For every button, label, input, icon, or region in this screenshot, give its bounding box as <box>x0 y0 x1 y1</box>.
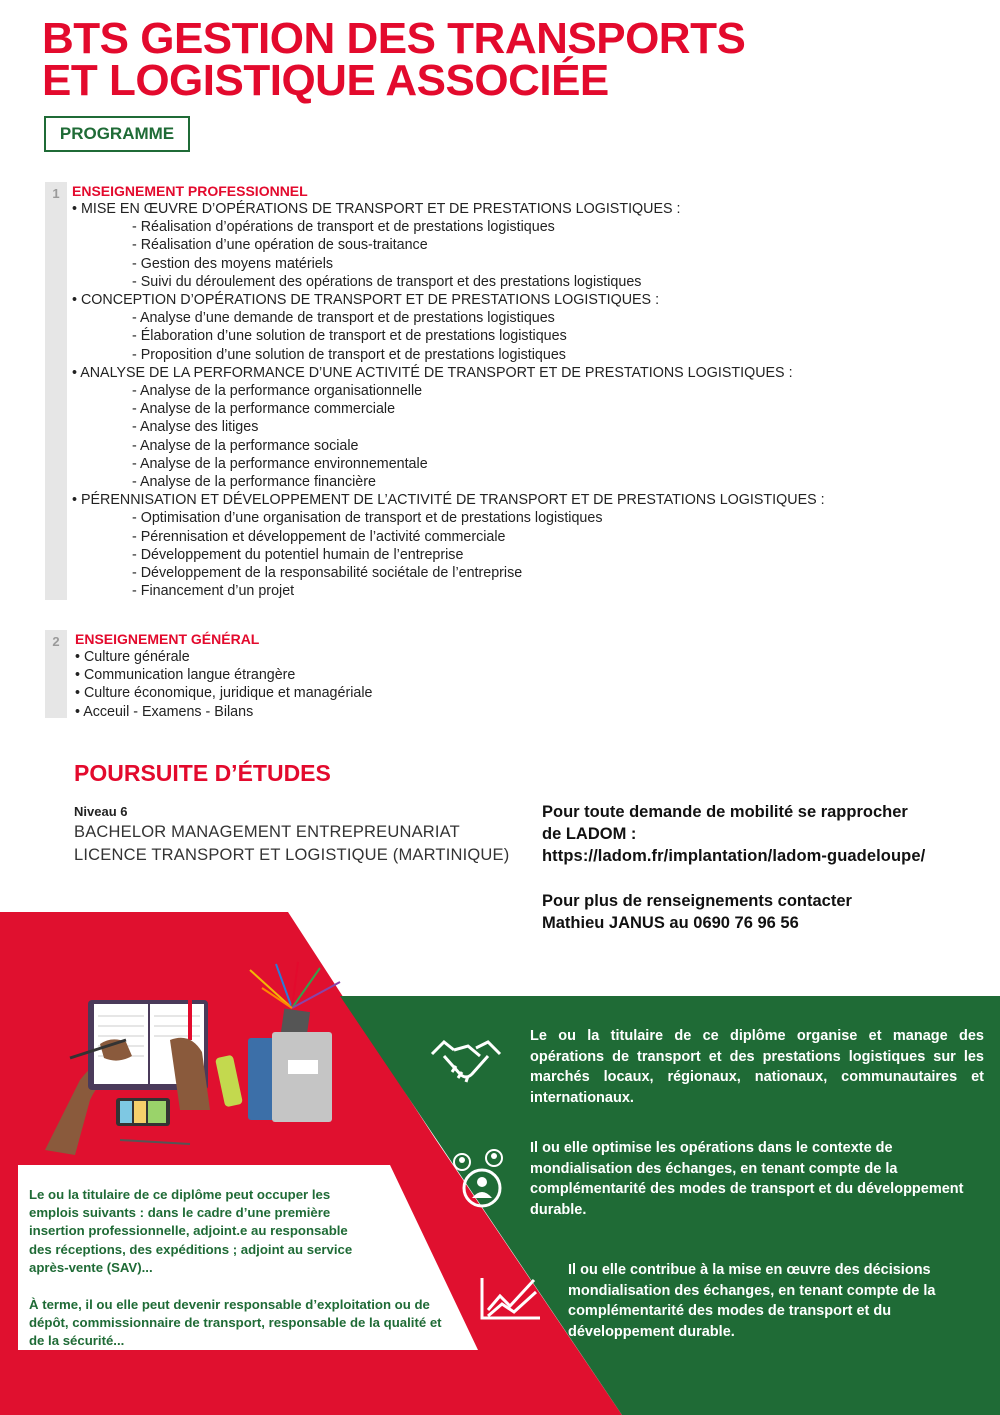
contact-line: de LADOM : <box>542 825 637 843</box>
sub-item: - Développement du potentiel humain de l’entreprise <box>132 546 464 563</box>
green-text-2: Il ou elle optimise les opérations dans le contexte de mondialisation des échanges, en tenant compte de la complémentarité des modes de transport et du développement durable. <box>530 1140 964 1218</box>
sub-item: - Analyse de la performance financière <box>132 474 376 491</box>
contact-line: Pour toute demande de mobilité se rapprocher <box>542 803 908 821</box>
sub-item: - Analyse de la performance organisationnelle <box>132 383 423 400</box>
general-list <box>75 648 675 721</box>
section-number-1: 1 <box>45 182 67 600</box>
section-number-2: 2 <box>45 630 67 718</box>
people-network-icon <box>450 1148 514 1212</box>
handshake-icon <box>430 1032 502 1092</box>
career-description: À terme, il ou elle peut devenir responsable d’exploitation ou de dépôt, commissionnaire de transport, responsable de la qualité et de la sécurité... <box>29 1297 442 1349</box>
sub-item: - Élaboration d’une solution de transport et de prestations logistiques <box>132 328 567 345</box>
sub-item: - Suivi du déroulement des opérations de transport et des prestations logistiques <box>132 273 642 290</box>
contact-info <box>542 890 852 934</box>
green-text-3: Il ou elle contribue à la mise en œuvre des décisions mondialisation des échanges, en tenant compte de la complémentarité des modes de transport et du développement durable. <box>568 1262 936 1340</box>
programme-badge: PROGRAMME <box>44 116 190 152</box>
sub-item: - Proposition d’une solution de transport et de prestations logistiques <box>132 346 566 363</box>
green-text-1: Le ou la titulaire de ce diplôme organise et manage des opérations de transport et des prestations logistiques sur les marchés locaux, régionaux, nationaux, communautaires et internationaux. <box>530 1028 984 1106</box>
jobs-description: Le ou la titulaire de ce diplôme peut occuper les emplois suivants : dans le cadre d’une première insertion professionnelle, adjoint.e au responsable des réceptions, des expéditions ; adjoint au service après-vente (SAV)... <box>29 1187 353 1275</box>
section-heading: ENSEIGNEMENT PROFESSIONNEL <box>72 183 308 199</box>
growth-chart-icon <box>478 1276 542 1322</box>
list-item: • Acceuil - Examens - Bilans <box>75 703 254 720</box>
pursuit-heading: POURSUITE D’ÉTUDES <box>74 760 331 786</box>
list-item: • Culture économique, juridique et managériale <box>75 685 373 702</box>
contact-line: Pour plus de renseignements contacter <box>542 892 852 910</box>
sub-item: - Analyse des litiges <box>132 419 259 436</box>
sub-item: - Pérennisation et développement de l’activité commerciale <box>132 528 506 545</box>
page-title: BTS GESTION DES TRANSPORTS ET LOGISTIQUE ASSOCIÉE <box>42 14 746 105</box>
contact-mobility <box>542 801 925 867</box>
sub-item: - Analyse de la performance commerciale <box>132 401 396 418</box>
list-item: • ANALYSE DE LA PERFORMANCE D’UNE ACTIVITÉ DE TRANSPORT ET DE PRESTATIONS LOGISTIQUES : <box>72 364 793 381</box>
section-heading: ENSEIGNEMENT GÉNÉRAL <box>75 631 260 647</box>
sub-item: - Analyse d’une demande de transport et de prestations logistiques <box>132 310 555 327</box>
list-item: • CONCEPTION D’OPÉRATIONS DE TRANSPORT ET DE PRESTATIONS LOGISTIQUES : <box>72 292 660 309</box>
ladom-link[interactable]: https://ladom.fr/implantation/ladom-guadeloupe/ <box>542 847 926 865</box>
list-item: • MISE EN ŒUVRE D’OPÉRATIONS DE TRANSPORT ET DE PRESTATIONS LOGISTIQUES : <box>72 201 681 217</box>
sub-item: - Développement de la responsabilité sociétale de l’entreprise <box>132 565 523 582</box>
list-item: • Culture générale <box>75 649 190 665</box>
sub-item: - Réalisation d’une opération de sous-traitance <box>132 237 428 254</box>
degree-licence: LICENCE TRANSPORT ET LOGISTIQUE (MARTINIQUE) <box>74 846 510 864</box>
sub-item: - Financement d’un projet <box>132 583 295 600</box>
desk-illustration <box>40 960 370 1160</box>
sub-item: - Gestion des moyens matériels <box>132 255 334 272</box>
sub-item: - Analyse de la performance environnementale <box>132 455 428 472</box>
list-item: • PÉRENNISATION ET DÉVELOPPEMENT DE L’ACTIVITÉ DE TRANSPORT ET DE PRESTATIONS LOGISTIQUES : <box>72 492 825 509</box>
section-professional <box>72 182 832 600</box>
professional-list <box>72 200 832 600</box>
section-general <box>75 630 675 721</box>
sub-item: - Optimisation d’une organisation de transport et de prestations logistiques <box>132 510 603 527</box>
sub-item: - Réalisation d’opérations de transport et de prestations logistiques <box>132 219 555 236</box>
list-item: • Communication langue étrangère <box>75 667 296 684</box>
contact-phone: Mathieu JANUS au 0690 76 96 56 <box>542 914 799 932</box>
level-label: Niveau 6 <box>74 804 128 819</box>
degree-bachelor: BACHELOR MANAGEMENT ENTREPREUNARIAT <box>74 823 460 841</box>
sub-item: - Analyse de la performance sociale <box>132 437 359 454</box>
